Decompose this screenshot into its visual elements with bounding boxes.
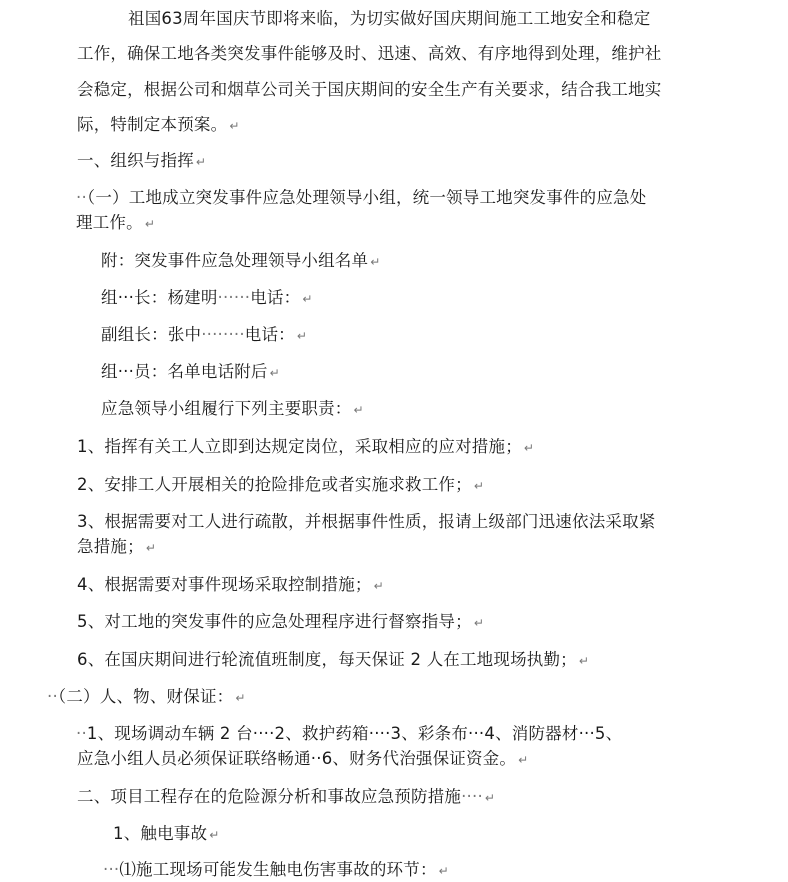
intro-line-1: 祖国63周年国庆节即将来临，为切实做好国庆期间施工工地安全和稳定 <box>128 9 651 28</box>
duty-item: 3、根据需要对工人进行疏散，并根据事件性质，报请上级部门迅速依法采取紧 <box>77 512 656 531</box>
paragraph-mark: ↵ <box>473 479 485 493</box>
paragraph-mark: ↵ <box>373 579 384 593</box>
paragraph-mark: ↵ <box>144 217 156 231</box>
section2-item-1-sub: ···⑴施工现场可能发生触电伤害事故的环节： ↵ <box>103 860 449 879</box>
paragraph-mark: ↵ <box>473 616 485 630</box>
leader-row: 组···长：杨建明······电话： ↵ <box>101 288 313 307</box>
paragraph-mark: ↵ <box>370 255 381 269</box>
sub2-line-1: ··1、现场调动车辆 2 台····2、救护药箱····3、彩条布···4、消防器材···5、 <box>76 724 623 743</box>
paragraph-mark: ↵ <box>484 791 496 805</box>
members-row: 组···员：名单电话附后 ↵ <box>101 362 280 381</box>
paragraph-mark: ↵ <box>518 753 529 767</box>
sub2-line-2: 应急小组人员必须保证联络畅通··6、财务代治强保证资金。 ↵ <box>77 749 529 768</box>
paragraph-mark: ↵ <box>235 691 246 705</box>
paragraph-mark: ↵ <box>302 292 313 306</box>
sub2-heading: ··（二）人、物、财保证： ↵ <box>47 687 246 706</box>
paragraph-mark: ↵ <box>523 441 535 455</box>
section1-heading: 一、组织与指挥 ↵ <box>77 151 207 170</box>
paragraph-mark: ↵ <box>269 366 280 380</box>
paragraph-mark: ↵ <box>296 329 308 343</box>
duties-intro: 应急领导小组履行下列主要职责： ↵ <box>101 399 364 418</box>
paragraph-mark: ↵ <box>438 864 449 878</box>
paragraph-mark: ↵ <box>353 403 364 417</box>
deputy-row: 副组长：张中········电话： ↵ <box>101 325 308 344</box>
paragraph-mark: ↵ <box>229 119 240 133</box>
duty-item: 急措施； ↵ <box>77 537 157 556</box>
intro-line-4: 际，特制定本预案。 ↵ <box>77 115 240 134</box>
section2-item-1: 1、触电事故 ↵ <box>113 824 220 843</box>
duty-item: 4、根据需要对事件现场采取控制措施； ↵ <box>77 575 384 594</box>
duty-item: 1、指挥有关工人立即到达规定岗位，采取相应的应对措施； ↵ <box>77 437 535 456</box>
duty-item: 2、安排工人开展相关的抢险排危或者实施求救工作； ↵ <box>77 475 485 494</box>
paragraph-mark: ↵ <box>195 155 207 169</box>
appendix-title: 附：突发事件应急处理领导小组名单 ↵ <box>101 251 381 270</box>
intro-line-3: 会稳定，根据公司和烟草公司关于国庆期间的安全生产有关要求，结合我工地实 <box>77 80 662 99</box>
paragraph-mark: ↵ <box>145 541 157 555</box>
sub1-line-2: 理工作。 ↵ <box>76 213 156 232</box>
paragraph-mark: ↵ <box>209 828 220 842</box>
duty-item: 5、对工地的突发事件的应急处理程序进行督察指导； ↵ <box>77 612 485 631</box>
intro-line-2: 工作，确保工地各类突发事件能够及时、迅速、高效、有序地得到处理，维护社 <box>77 44 662 63</box>
paragraph-mark: ↵ <box>578 654 590 668</box>
sub1-line-1: ··（一）工地成立突发事件应急处理领导小组，统一领导工地突发事件的应急处 <box>76 188 647 207</box>
duty-item: 6、在国庆期间进行轮流值班制度，每天保证 2 人在工地现场执勤； ↵ <box>77 650 590 669</box>
section2-heading: 二、项目工程存在的危险源分析和事故应急预防措施···· ↵ <box>77 787 496 806</box>
